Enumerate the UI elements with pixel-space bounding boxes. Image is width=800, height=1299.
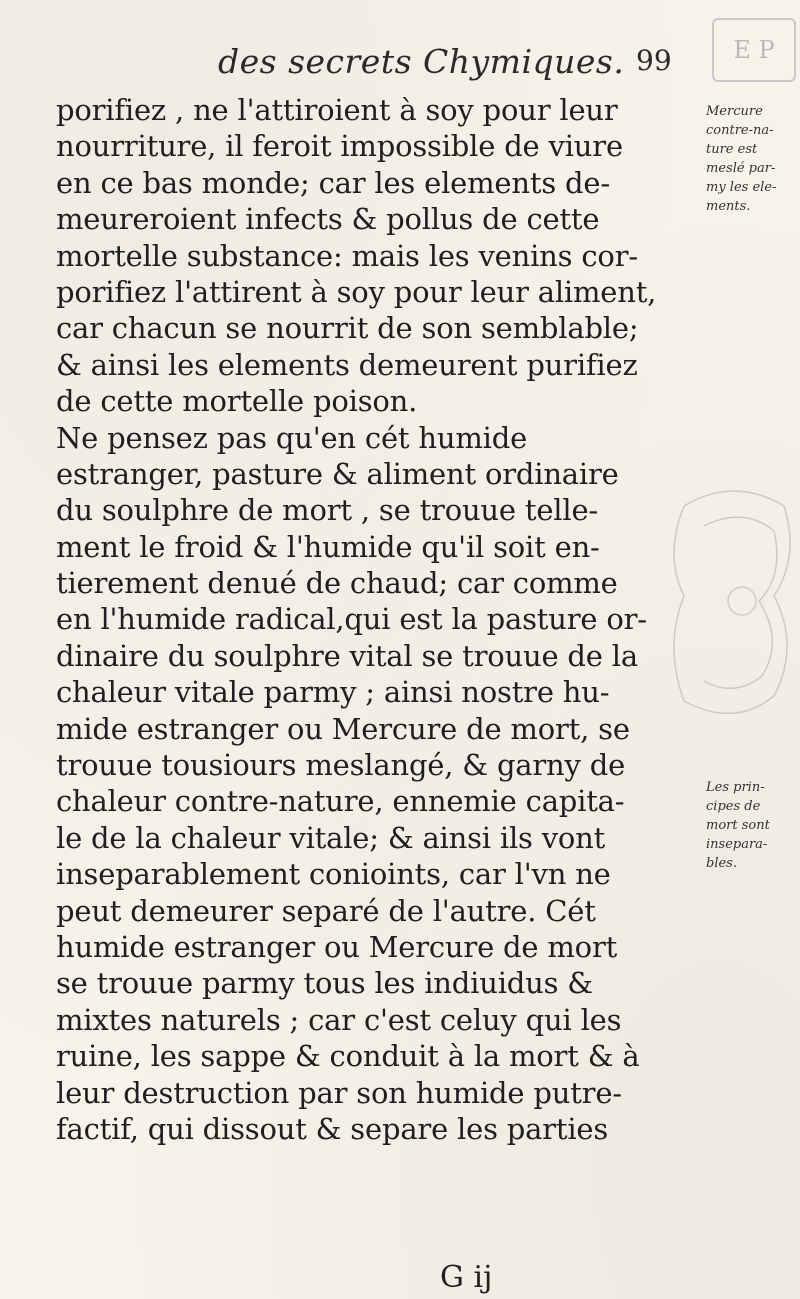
ornament-watermark-icon — [624, 466, 800, 736]
margin-note-line: Mercure — [706, 104, 763, 119]
text-line: mide estranger ou Mercure de mort, se — [56, 711, 630, 746]
text-line: factif, qui dissout & separe les parties — [56, 1111, 609, 1146]
text-line: chaleur contre-nature, ennemie capita- — [56, 784, 625, 819]
margin-note-line: contre-na- — [706, 123, 774, 138]
margin-note-line: bles. — [706, 856, 737, 871]
margin-note-line: my les ele- — [706, 180, 777, 195]
text-line: porifiez l'attirent à soy pour leur aliment, — [56, 274, 657, 309]
margin-note-line: meslé par- — [706, 161, 776, 176]
text-line: Ne pensez pas qu'en cét humide — [56, 420, 528, 455]
text-line: peut demeurer separé de l'autre. Cét — [56, 893, 596, 928]
margin-note-line: cipes de — [706, 799, 761, 814]
margin-note-mercure — [706, 102, 786, 216]
margin-note-principes — [706, 778, 786, 873]
text-line: estranger, pasture & aliment ordinaire — [56, 456, 619, 491]
margin-note-line: insepara- — [706, 837, 768, 852]
text-line: inseparablement conioints, car l'vn ne — [56, 857, 611, 892]
running-head: des secrets Chymiques. — [218, 42, 625, 81]
text-line: car chacun se nourrit de son semblable; — [56, 311, 639, 346]
text-line: mortelle substance: mais les venins cor- — [56, 238, 638, 273]
text-line: nourriture, il feroit impossible de viure — [56, 129, 623, 164]
catchword: G ij — [440, 1260, 493, 1295]
text-line: le de la chaleur vitale; & ainsi ils vont — [56, 820, 606, 855]
text-line: tierement denué de chaud; car comme — [56, 566, 618, 601]
text-line: du soulphre de mort , se trouue telle- — [56, 493, 599, 528]
text-line: se trouue parmy tous les indiuidus & — [56, 966, 593, 1001]
text-line: en l'humide radical,qui est la pasture or- — [56, 602, 647, 637]
text-line: en ce bas monde; car les elements de- — [56, 165, 610, 200]
text-line: leur destruction par son humide putre- — [56, 1075, 622, 1110]
text-line: ment le froid & l'humide qu'il soit en- — [56, 529, 600, 564]
text-line: porifiez , ne l'attiroient à soy pour leur — [56, 93, 618, 127]
library-stamp: E P — [712, 18, 796, 82]
text-line: humide estranger ou Mercure de mort — [56, 929, 618, 964]
margin-note-line: Les prin- — [706, 780, 765, 795]
text-line: & ainsi les elements demeurent purifiez — [56, 347, 638, 382]
text-line: dinaire du soulphre vital se trouue de la — [56, 638, 638, 673]
text-line: trouue tousiours meslangé, & garny de — [56, 748, 626, 783]
margin-note-line: mort sont — [706, 818, 770, 833]
margin-note-line: ture est — [706, 142, 758, 157]
page-header — [0, 42, 800, 92]
margin-note-line: ments. — [706, 199, 751, 214]
text-line: meureroient infects & pollus de cette — [56, 202, 600, 237]
text-line: chaleur vitale parmy ; ainsi nostre hu- — [56, 675, 610, 710]
text-line: de cette mortelle poison. — [56, 384, 418, 419]
text-line: mixtes naturels ; car c'est celuy qui les — [56, 1002, 622, 1037]
page-number: 99 — [636, 44, 672, 77]
text-line: ruine, les sappe & conduit à la mort & à — [56, 1039, 640, 1074]
body-text — [56, 92, 688, 1147]
